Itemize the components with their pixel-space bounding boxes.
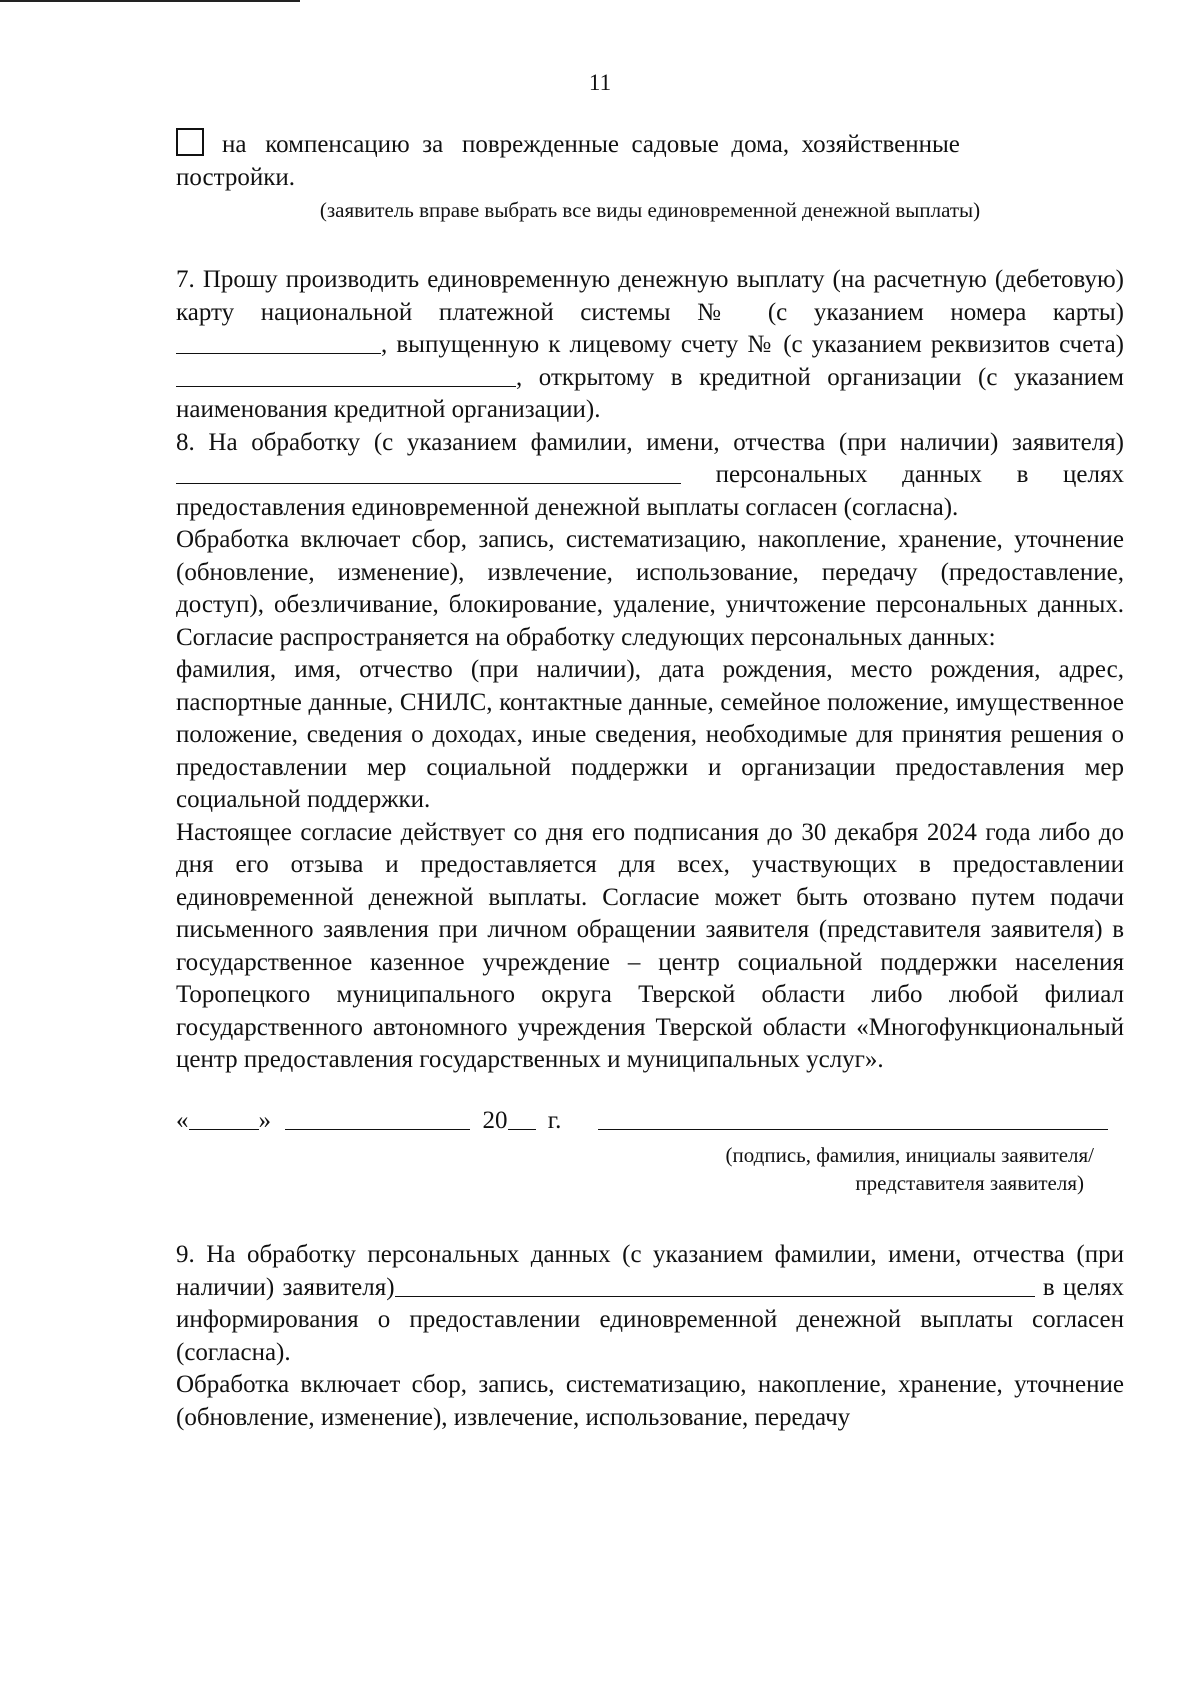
personal-data-list: фамилия, имя, отчество (при наличии), дата рождения, место рождения, адрес, паспортные данные, СНИЛС, контактные данные, семейное положение, имущественное положение, сведения о доходах, иные сведения, необходимые для принятия решения о предоставлении мер социальной поддержки и организации предоставления мер социальной поддержки. (176, 656, 1124, 813)
p8-text-a: 8. На обработку (с указанием фамилии, имени, отчества (при наличии) заявителя) (176, 428, 1124, 456)
garden-houses-text-cont: постройки. (176, 163, 295, 191)
garden-houses-option (176, 128, 1124, 162)
processing-paragraph-2: Обработка включает сбор, запись, систематизацию, накопление, хранение, уточнение (обновление, изменение), извлечение, использование, передачу (176, 1371, 1124, 1431)
year-prefix: 20 (482, 1106, 508, 1134)
consent-validity-paragraph: Настоящее согласие действует со дня его подписания до 30 декабря 2024 года либо до дня его отзыва и предоставляется для всех, участвующих в предоставлении единовременной денежной выплаты. Согласие может быть отозвано путем подачи письменного заявления при личном обращении заявителя (представителя заявителя) в государственное казенное учреждение – центр социальной поддержки населения Торопецкого муниципального округа Тверской области либо любой филиал государственного автономного учреждения Тверской области «Многофункциональный центр предоставления государственных и муниципальных услуг». (176, 818, 1124, 1073)
paragraph-9 (176, 1239, 1124, 1369)
signature-caption (176, 1141, 1124, 1197)
signature-caption-line2: представителя заявителя) (855, 1171, 1084, 1195)
p7-text-c: , открытому в кредитной организации (с указанием наименования кредитной организации). (176, 363, 1124, 423)
applicant-name-field[interactable] (176, 461, 681, 484)
month-field[interactable] (285, 1107, 470, 1130)
paragraph-8 (176, 427, 1124, 525)
year-field[interactable] (508, 1107, 536, 1130)
close-quote: » (258, 1106, 271, 1134)
date-signature-line (176, 1105, 1124, 1138)
scan-edge-line (0, 0, 300, 2)
processing-paragraph: Обработка включает сбор, запись, систематизацию, накопление, хранение, уточнение (обновление, изменение), извлечение, использование, передачу (предоставление, доступ), обезличивание, блокирование, удаление, уничтожение персональных данных. Согласие распространяется на обработку следующих персональных данных: (176, 526, 1124, 651)
p9-text-a: 9. На обработку персональных данных (с указанием фамилии, имени, отчества (при наличии) заявителя) (176, 1241, 1124, 1301)
day-field[interactable] (189, 1107, 259, 1130)
applicant-name-field-2[interactable] (395, 1274, 1035, 1297)
p8-text-b: персональных данных в целях предоставления единовременной денежной выплаты согласен (согласна). (176, 461, 1124, 521)
signature-field[interactable] (598, 1107, 1108, 1130)
selection-note: (заявитель вправе выбрать все виды единовременной денежной выплаты) (319, 198, 981, 222)
open-quote: « (176, 1106, 189, 1134)
document-body (176, 128, 1124, 1434)
p9-text-b: в целях информирования о предоставлении единовременной денежной выплаты согласен (согласна). (176, 1273, 1124, 1366)
year-suffix: г. (547, 1106, 562, 1134)
account-number-field[interactable] (176, 364, 516, 387)
checkbox[interactable] (176, 128, 204, 156)
signature-caption-line1: (подпись, фамилия, инициалы заявителя/ (725, 1143, 1094, 1167)
page-number: 11 (588, 70, 612, 95)
card-number-field[interactable] (176, 331, 381, 354)
p7-text-b: , выпущенную к лицевому счету № (с указанием реквизитов счета) (381, 331, 1124, 358)
paragraph-7 (176, 264, 1124, 427)
garden-houses-text: на компенсацию за поврежденные садовые дома, хозяйственные (222, 131, 960, 158)
p7-text-a: 7. Прошу производить единовременную денежную выплату (на расчетную (дебетовую) карту национальной платежной системы № (с указанием номера карты) (176, 266, 1124, 326)
